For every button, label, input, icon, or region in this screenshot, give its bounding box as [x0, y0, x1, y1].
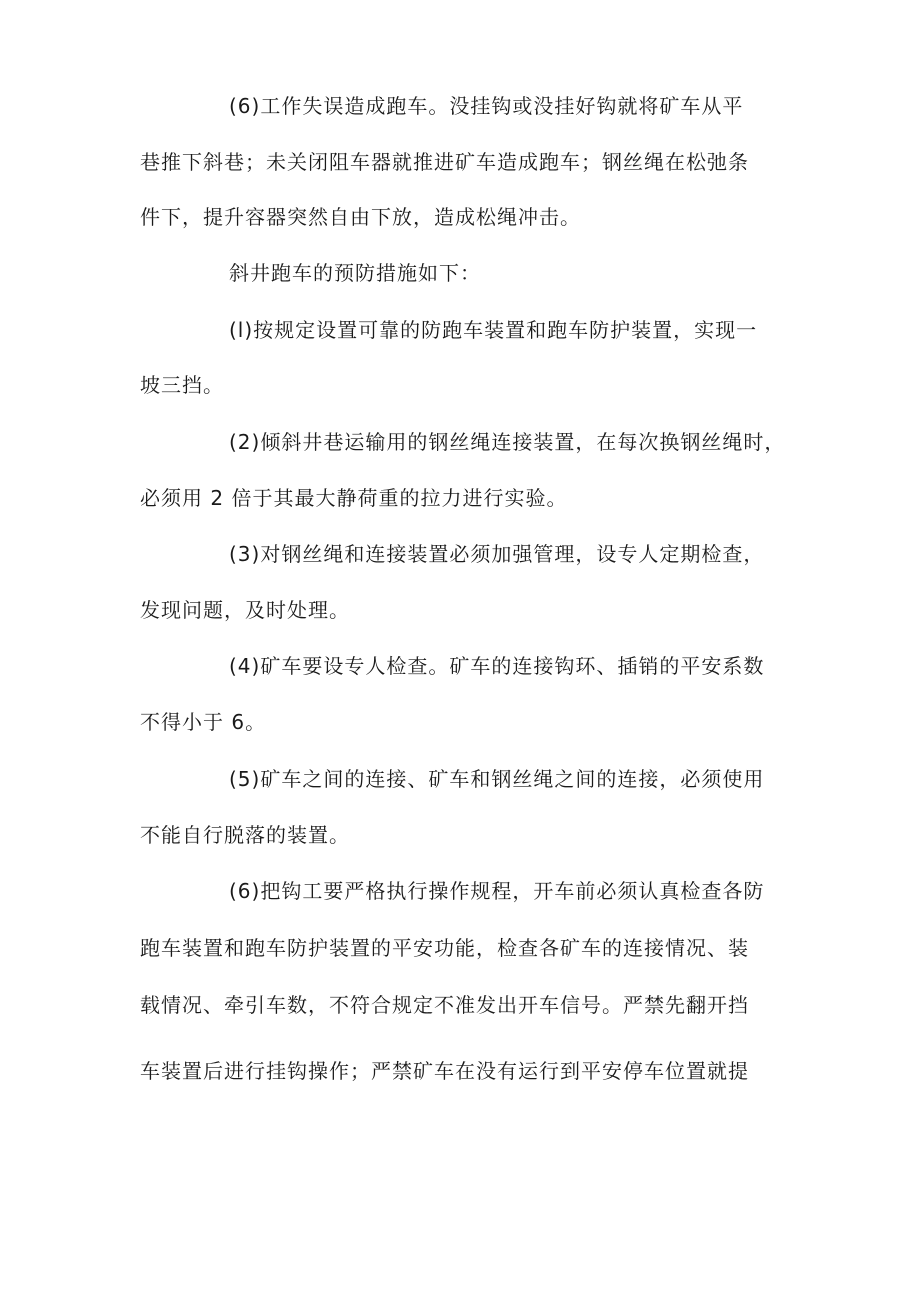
paragraph-line: (5)矿车之间的连接、矿车和钢丝绳之间的连接，必须使用 [229, 767, 765, 791]
paragraph-line: 坡三挡。 [140, 373, 224, 397]
paragraph-line: 载情况、牵引车数，不符合规定不准发出开车信号。严禁先翻开挡 [140, 993, 749, 1017]
paragraph-line: 不能自行脱落的装置。 [140, 823, 350, 847]
paragraph-line: 巷推下斜巷；未关闭阻车器就推进矿车造成跑车；钢丝绳在松弛条 [140, 150, 749, 174]
paragraph-line: 不得小于 6。 [140, 710, 267, 734]
paragraph-line: 必须用 2 倍于其最大静荷重的拉力进行实验。 [140, 486, 568, 510]
section-heading: 斜井跑车的预防措施如下： [229, 261, 481, 285]
paragraph-line: (3)对钢丝绳和连接装置必须加强管理，设专人定期检查， [229, 542, 765, 566]
paragraph-line: 跑车装置和跑车防护装置的平安功能，检查各矿车的连接情况、装 [140, 936, 749, 960]
paragraph-line: (6)工作失误造成跑车。没挂钩或没挂好钩就将矿车从平 [229, 94, 744, 118]
paragraph-line: 车装置后进行挂钩操作；严禁矿车在没有运行到平安停车位置就提 [140, 1059, 749, 1083]
paragraph-line: (2)倾斜井巷运输用的钢丝绳连接装置，在每次换钢丝绳时， [229, 430, 786, 454]
paragraph-line: (4)矿车要设专人检查。矿车的连接钩环、插销的平安系数 [229, 654, 765, 678]
paragraph-line: 发现问题，及时处理。 [140, 598, 350, 622]
paragraph-line: (6)把钩工要严格执行操作规程，开车前必须认真检查各防 [229, 879, 765, 903]
paragraph-line: (l)按规定设置可靠的防跑车装置和跑车防护装置，实现一 [229, 318, 758, 342]
paragraph-line: 件下，提升容器突然自由下放，造成松绳冲击。 [140, 205, 581, 229]
